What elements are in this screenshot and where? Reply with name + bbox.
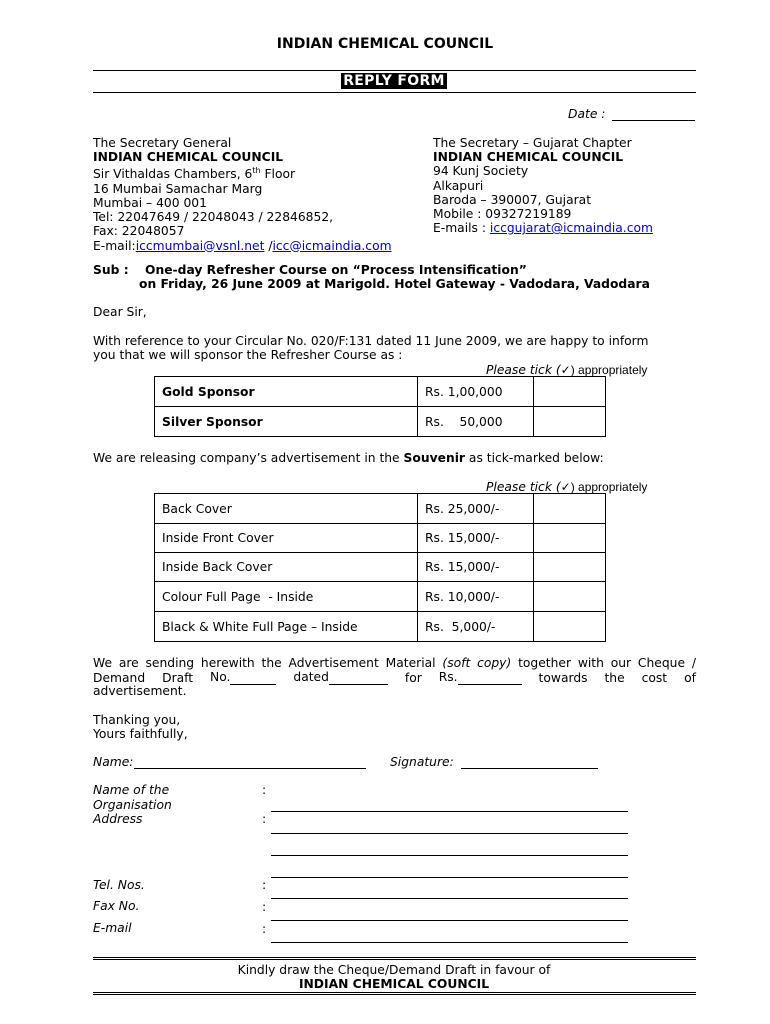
address-line: Alkapuri [433, 178, 484, 193]
paragraph-line: With reference to your Circular No. 020/F:131 dated 11 June 2009, we are happy to inform [93, 334, 649, 348]
fax-label: Fax No. [93, 899, 140, 913]
sponsor-amount: Rs. 50,000 [418, 407, 534, 437]
address-line: Tel: 22047649 / 22048043 / 22846852, [93, 210, 334, 225]
ad-name: Inside Front Cover [155, 524, 418, 553]
table-row [155, 582, 606, 612]
sponsor-name: Gold Sponsor [155, 377, 418, 407]
address-field[interactable] [271, 855, 628, 856]
date-label: Date : [568, 107, 606, 121]
table-row [155, 407, 606, 437]
address-field[interactable] [271, 833, 628, 834]
sponsor-amount: Rs. 1,00,000 [418, 377, 534, 407]
address-line: Fax: 22048057 [93, 224, 185, 239]
ad-amount: Rs. 15,000/- [418, 524, 534, 553]
souvenir-line: We are releasing company’s advertisement in the Souvenir as tick-marked below: [93, 451, 604, 465]
amount-field[interactable] [458, 670, 522, 685]
address-line: Sir Vithaldas Chambers, 6th Floor [93, 166, 296, 182]
paragraph-line: advertisement. [93, 684, 187, 698]
email-link[interactable]: iccgujarat@icmaindia.com [489, 221, 653, 236]
footer-line: Kindly draw the Cheque/Demand Draft in favour of [237, 963, 551, 977]
right-address [433, 136, 653, 235]
page-title: INDIAN CHEMICAL COUNCIL [276, 36, 494, 52]
check-icon: ✓ [560, 363, 571, 377]
footer-org: INDIAN CHEMICAL COUNCIL [298, 977, 490, 991]
address-line: Mumbai – 400 001 [93, 195, 207, 210]
address-org: INDIAN CHEMICAL COUNCIL [93, 150, 284, 165]
divider [93, 92, 696, 93]
check-icon: ✓ [560, 480, 571, 494]
sponsor-name: Silver Sponsor [155, 407, 418, 437]
address-email-line: E-mail:iccmumbai@vsnl.net /icc@icmaindia.com [93, 238, 392, 253]
colon: : [262, 783, 267, 797]
email-link[interactable]: iccmumbai@vsnl.net [135, 238, 265, 253]
table-row [155, 377, 606, 407]
divider [93, 70, 696, 71]
tick-cell[interactable] [534, 407, 606, 437]
paragraph-line: We are sending herewith the Advertisement Material (soft copy) together with our Cheque / [93, 656, 696, 670]
tick-cell[interactable] [534, 494, 606, 524]
signature-field[interactable] [461, 768, 598, 769]
table-row [155, 524, 606, 553]
ad-amount: Rs. 15,000/- [418, 553, 534, 582]
address-email-line: E-mails : iccgujarat@icmaindia.com [433, 221, 653, 236]
address-line: 94 Kunj Society [433, 164, 529, 179]
divider [93, 992, 696, 995]
address-line: The Secretary – Gujarat Chapter [433, 136, 632, 150]
tick-cell[interactable] [534, 377, 606, 407]
colon: : [262, 812, 267, 826]
tick-note: Please tick (✓) appropriately [486, 363, 648, 377]
ad-amount: Rs. 25,000/- [418, 494, 534, 524]
fax-field[interactable] [271, 920, 628, 921]
tel-label: Tel. Nos. [93, 878, 145, 892]
draft-date-field[interactable] [329, 670, 388, 685]
name-label: Name: [93, 755, 134, 769]
organisation-field[interactable] [271, 811, 628, 812]
tick-cell[interactable] [534, 612, 606, 642]
address-org: INDIAN CHEMICAL COUNCIL [433, 150, 624, 165]
left-address [93, 136, 392, 253]
ad-amount: Rs. 10,000/- [418, 582, 534, 612]
address-label: Address [93, 812, 143, 826]
colon: : [262, 878, 267, 892]
advertisement-table [154, 493, 606, 642]
address-field[interactable] [271, 877, 628, 878]
divider [93, 957, 696, 960]
closing: Yours faithfully, [93, 727, 188, 741]
colon: : [262, 900, 267, 914]
subject-line: on Friday, 26 June 2009 at Marigold. Hotel Gateway - Vadodara, Vadodara [139, 277, 650, 291]
address-line: Baroda – 390007, Gujarat [433, 192, 592, 207]
ad-name: Inside Back Cover [155, 553, 418, 582]
tel-field[interactable] [271, 898, 628, 899]
subject-label: Sub : [93, 263, 129, 277]
subject-line: One-day Refresher Course on “Process Intensification” [145, 263, 527, 277]
paragraph-line: Demand Draft No. dated for Rs. towards the cost of [93, 670, 696, 685]
address-line: Mobile : 09327219189 [433, 207, 572, 222]
date-field[interactable] [612, 120, 695, 121]
tick-note: Please tick (✓) appropriately [486, 480, 648, 494]
salutation: Dear Sir, [93, 305, 147, 319]
ad-name: Black & White Full Page – Inside [155, 612, 418, 642]
signature-label: Signature: [390, 755, 454, 769]
ad-name: Colour Full Page - Inside [155, 582, 418, 612]
reply-form-label: REPLY FORM [343, 73, 445, 89]
tick-cell[interactable] [534, 553, 606, 582]
organisation-label: Name of the Organisation Address [93, 783, 172, 826]
email-label: E-mail [93, 921, 132, 935]
address-line: 16 Mumbai Samachar Marg [93, 181, 263, 196]
tick-cell[interactable] [534, 524, 606, 553]
sponsor-table [154, 376, 606, 437]
closing: Thanking you, [93, 713, 181, 727]
reply-form-heading [0, 73, 770, 89]
ad-name: Back Cover [155, 494, 418, 524]
paragraph-line: you that we will sponsor the Refresher Course as : [93, 348, 403, 362]
table-row [155, 494, 606, 524]
name-field[interactable] [134, 768, 366, 769]
draft-no-field[interactable] [230, 670, 276, 685]
table-row [155, 612, 606, 642]
address-line: The Secretary General [93, 136, 232, 150]
colon: : [262, 922, 267, 936]
tick-cell[interactable] [534, 582, 606, 612]
email-field[interactable] [271, 942, 628, 943]
table-row [155, 553, 606, 582]
email-link[interactable]: icc@icmaindia.com [272, 238, 392, 253]
ad-amount: Rs. 5,000/- [418, 612, 534, 642]
